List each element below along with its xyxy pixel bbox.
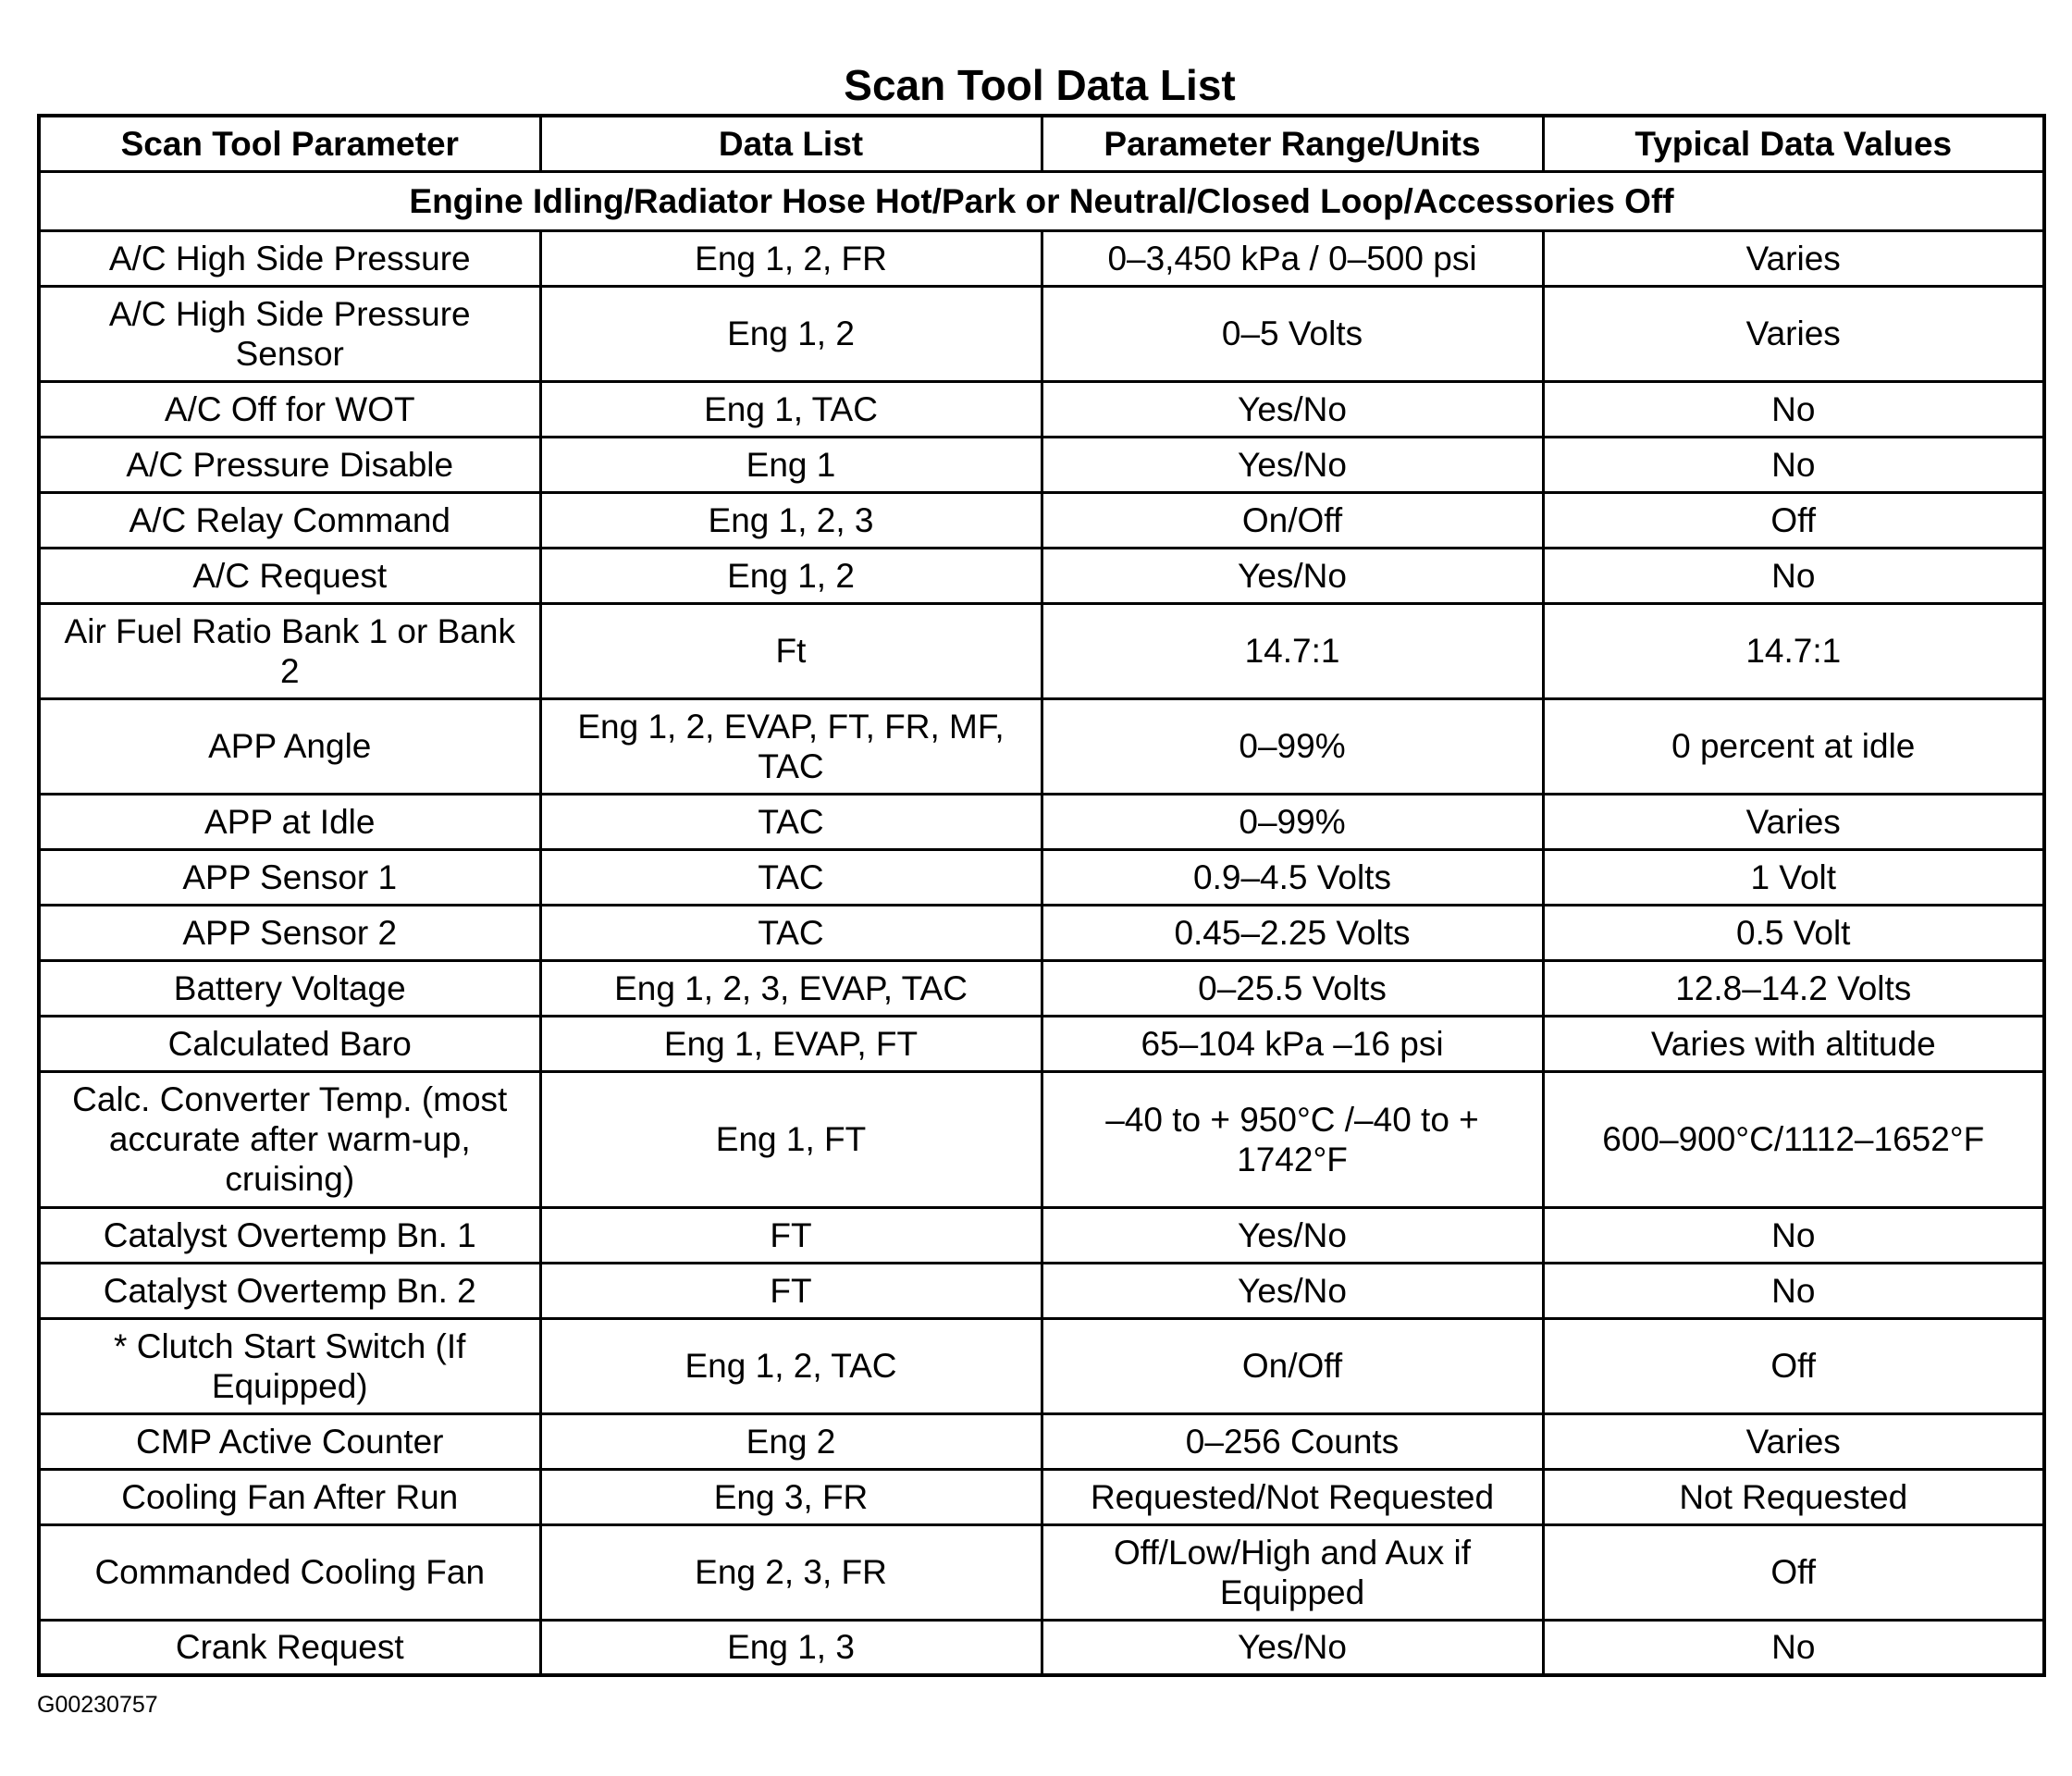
parameter-cell: A/C Request: [39, 548, 540, 603]
range-cell: 0–99%: [1042, 698, 1543, 794]
table-row: [39, 492, 2044, 548]
typical-value-cell: No: [1543, 1207, 2044, 1263]
range-cell: 65–104 kPa –16 psi: [1042, 1016, 1543, 1071]
data-list-cell: TAC: [540, 905, 1042, 960]
table-row: [39, 794, 2044, 849]
data-list-cell: Eng 2: [540, 1413, 1042, 1469]
range-cell: 0–3,450 kPa / 0–500 psi: [1042, 230, 1543, 286]
typical-value-cell: Varies: [1543, 794, 2044, 849]
column-header-typical: Typical Data Values: [1543, 116, 2044, 171]
parameter-cell: * Clutch Start Switch (If Equipped): [39, 1318, 540, 1413]
range-cell: Yes/No: [1042, 548, 1543, 603]
column-header-parameter: Scan Tool Parameter: [39, 116, 540, 171]
typical-value-cell: No: [1543, 548, 2044, 603]
range-cell: 0–5 Volts: [1042, 286, 1543, 381]
table-row: [39, 1620, 2044, 1675]
typical-value-cell: 0.5 Volt: [1543, 905, 2044, 960]
data-list-cell: Eng 1, 2, TAC: [540, 1318, 1042, 1413]
parameter-cell: A/C High Side Pressure: [39, 230, 540, 286]
parameter-cell: Calc. Converter Temp. (most accurate after warm-up, cruising): [39, 1071, 540, 1207]
range-cell: On/Off: [1042, 492, 1543, 548]
data-list-cell: Eng 1, EVAP, FT: [540, 1016, 1042, 1071]
range-cell: Yes/No: [1042, 1263, 1543, 1318]
typical-value-cell: 600–900°C/1112–1652°F: [1543, 1071, 2044, 1207]
typical-value-cell: No: [1543, 1263, 2044, 1318]
table-row: [39, 437, 2044, 492]
table-row: [39, 1413, 2044, 1469]
data-list-cell: Eng 1, 2: [540, 548, 1042, 603]
typical-value-cell: Varies: [1543, 230, 2044, 286]
table-row: [39, 698, 2044, 794]
typical-value-cell: 12.8–14.2 Volts: [1543, 960, 2044, 1016]
typical-value-cell: 14.7:1: [1543, 603, 2044, 698]
data-list-cell: TAC: [540, 794, 1042, 849]
data-list-cell: Eng 3, FR: [540, 1469, 1042, 1524]
range-cell: 14.7:1: [1042, 603, 1543, 698]
parameter-cell: Cooling Fan After Run: [39, 1469, 540, 1524]
parameter-cell: Calculated Baro: [39, 1016, 540, 1071]
typical-value-cell: Not Requested: [1543, 1469, 2044, 1524]
table-row: [39, 1207, 2044, 1263]
data-list-cell: Eng 1, FT: [540, 1071, 1042, 1207]
parameter-cell: CMP Active Counter: [39, 1413, 540, 1469]
table-row: [39, 849, 2044, 905]
table-row: [39, 1263, 2044, 1318]
range-cell: 0–99%: [1042, 794, 1543, 849]
data-list-cell: Eng 1, 2, 3, EVAP, TAC: [540, 960, 1042, 1016]
table-row: [39, 1071, 2044, 1207]
table-row: [39, 381, 2044, 437]
parameter-cell: A/C Relay Command: [39, 492, 540, 548]
data-list-cell: Eng 1: [540, 437, 1042, 492]
table-row: [39, 1318, 2044, 1413]
data-list-cell: Ft: [540, 603, 1042, 698]
page-title: Scan Tool Data List: [844, 61, 1236, 109]
range-cell: Requested/Not Requested: [1042, 1469, 1543, 1524]
range-cell: –40 to + 950°C /–40 to + 1742°F: [1042, 1071, 1543, 1207]
table-row: [39, 603, 2044, 698]
typical-value-cell: Varies: [1543, 1413, 2044, 1469]
data-list-cell: Eng 1, TAC: [540, 381, 1042, 437]
parameter-cell: Catalyst Overtemp Bn. 1: [39, 1207, 540, 1263]
range-cell: Yes/No: [1042, 1207, 1543, 1263]
typical-value-cell: Off: [1543, 1318, 2044, 1413]
parameter-cell: APP Sensor 2: [39, 905, 540, 960]
parameter-cell: APP at Idle: [39, 794, 540, 849]
data-list-cell: Eng 1, 2, FR: [540, 230, 1042, 286]
scan-tool-data-table: [37, 114, 2046, 1677]
parameter-cell: Air Fuel Ratio Bank 1 or Bank 2: [39, 603, 540, 698]
range-cell: Yes/No: [1042, 437, 1543, 492]
parameter-cell: A/C Pressure Disable: [39, 437, 540, 492]
header-row: [39, 116, 2044, 171]
table-row: [39, 1524, 2044, 1620]
data-list-cell: FT: [540, 1207, 1042, 1263]
parameter-cell: APP Angle: [39, 698, 540, 794]
range-cell: 0–25.5 Volts: [1042, 960, 1543, 1016]
data-list-cell: Eng 2, 3, FR: [540, 1524, 1042, 1620]
table-row: [39, 548, 2044, 603]
typical-value-cell: No: [1543, 437, 2044, 492]
condition-cell: Engine Idling/Radiator Hose Hot/Park or Neutral/Closed Loop/Accessories Off: [39, 171, 2044, 230]
figure-id: G00230757: [37, 1692, 158, 1718]
typical-value-cell: 1 Volt: [1543, 849, 2044, 905]
typical-value-cell: 0 percent at idle: [1543, 698, 2044, 794]
table-row: [39, 286, 2044, 381]
parameter-cell: Crank Request: [39, 1620, 540, 1675]
typical-value-cell: No: [1543, 381, 2044, 437]
column-header-range: Parameter Range/Units: [1042, 116, 1543, 171]
table-row: [39, 230, 2044, 286]
column-header-data-list: Data List: [540, 116, 1042, 171]
range-cell: 0.9–4.5 Volts: [1042, 849, 1543, 905]
table-row: [39, 1469, 2044, 1524]
range-cell: Off/Low/High and Aux if Equipped: [1042, 1524, 1543, 1620]
table-row: [39, 1016, 2044, 1071]
range-cell: On/Off: [1042, 1318, 1543, 1413]
data-list-cell: FT: [540, 1263, 1042, 1318]
parameter-cell: Commanded Cooling Fan: [39, 1524, 540, 1620]
parameter-cell: Catalyst Overtemp Bn. 2: [39, 1263, 540, 1318]
data-list-cell: Eng 1, 2: [540, 286, 1042, 381]
typical-value-cell: Varies with altitude: [1543, 1016, 2044, 1071]
typical-value-cell: No: [1543, 1620, 2044, 1675]
typical-value-cell: Off: [1543, 492, 2044, 548]
table-row: [39, 960, 2044, 1016]
data-list-cell: TAC: [540, 849, 1042, 905]
typical-value-cell: Off: [1543, 1524, 2044, 1620]
range-cell: Yes/No: [1042, 381, 1543, 437]
range-cell: Yes/No: [1042, 1620, 1543, 1675]
parameter-cell: A/C High Side Pressure Sensor: [39, 286, 540, 381]
data-list-cell: Eng 1, 2, 3: [540, 492, 1042, 548]
data-list-cell: Eng 1, 2, EVAP, FT, FR, MF, TAC: [540, 698, 1042, 794]
parameter-cell: APP Sensor 1: [39, 849, 540, 905]
typical-value-cell: Varies: [1543, 286, 2044, 381]
table-row: [39, 905, 2044, 960]
parameter-cell: A/C Off for WOT: [39, 381, 540, 437]
range-cell: 0–256 Counts: [1042, 1413, 1543, 1469]
parameter-cell: Battery Voltage: [39, 960, 540, 1016]
data-list-cell: Eng 1, 3: [540, 1620, 1042, 1675]
range-cell: 0.45–2.25 Volts: [1042, 905, 1543, 960]
condition-row: [39, 171, 2044, 230]
